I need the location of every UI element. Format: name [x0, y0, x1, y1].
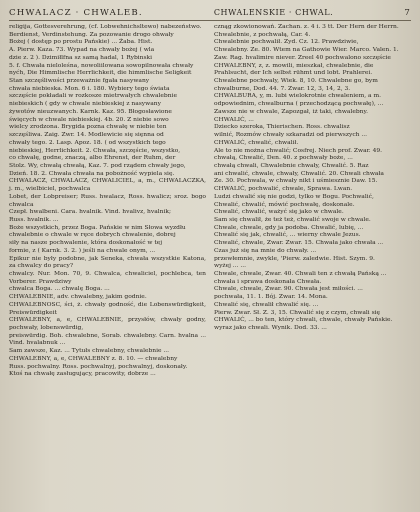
text-line: nyćh, Die Himmlische Herrlichkeit, die himmlische Seligkeit [9, 69, 192, 77]
text-line: Prahlsucht, der Ich selbst rühmt und lobt. Prahlerei. [214, 69, 373, 77]
text-line: Ludzi chwalić się nie godzi, tylko w Bogu. Pochwalić, [214, 192, 374, 200]
text-line: chwały tego. 2. Lasp. Apoz. 18. ( od wszystkich tego [9, 138, 166, 146]
text-line: CHWALEBNIE, adv. chwalebny, jakim godnie. [9, 293, 147, 301]
text-line: Chwalić, chwalić, ważyć się jako w chwale. [214, 208, 344, 216]
text-line: Boże wszystkich, przez Boga. Pańskie w nim Słowa wyzdłu [9, 223, 186, 231]
header-left-word: CHWALACZ · CHWALEB. [9, 8, 143, 18]
text-line: Stan szczęśliwości przeważnie fgała nasywany [9, 77, 150, 85]
text-line: Epikur nie były podobne, jak Seneka, chwała wszystkie Katona, za chwalcy do pracy? [9, 254, 206, 270]
text-line: wyżej ... ... [214, 262, 247, 270]
text-line: Russ. hvalnik. ... [9, 215, 59, 223]
running-head [9, 6, 411, 19]
text-line: święcych w chwale niebieskiej. 4b. 20. Z niebie sowo [9, 115, 169, 123]
text-line: pochwała, 11. 1. Bój. Zwar. 14. Mona. [214, 293, 328, 301]
text-line: CHWALEBNY, a, e, CHWALEBNIE, przysłów, chwały godny, pochwały, lobenswürdig, [9, 316, 206, 332]
text-line: co chwałę, godne, znaczą, albo Ehrenst, der Ruhm, der [9, 154, 176, 162]
text-line: CHWALEBNY, a, e, CHWALEBNY z. 8. 10. — chwalebny [9, 354, 178, 362]
text-line: siły na nasze pochwalenie, która doskonałość w tej [9, 239, 163, 247]
text-line: Stolz. Wy, chwałą chwałą, Kaz. 7. pod rządem chwały jego, [9, 161, 186, 169]
text-line: Chwalić, chwalić, mówić pochwałę, doskonale. [214, 200, 355, 208]
text-columns [9, 23, 411, 378]
text-line: Dziecko szeroka, Thierischen. Ross. chwalisz [214, 123, 350, 131]
text-line: Czepł. hwalbeni. Cara. hvalnik. Vind. hvalivz, hvalnik; [9, 208, 171, 216]
text-line: chwalcy. Nur. Mon. 70, 9. Chwalca, chwaliciel, pochlebca, ten Vorberer. Prawdziwy [9, 270, 206, 285]
header-rule [9, 20, 411, 21]
text-line: ani chwalić, chwale, chwały, Chwalić. 20. Chwali chwała [214, 169, 384, 177]
text-line: CHWALIĆ, ... [214, 115, 254, 123]
left-column [9, 23, 206, 378]
text-line: dzie z. 2 ). Dzimiłlfna sz samą hadal, 1 Rybinski [9, 53, 153, 61]
text-line: Chwalebne pochwały, Wiek. 8, 10. Chwalebne go, bym [214, 77, 378, 85]
text-line: cznąg zkowionowań. Zachan. z. 4 i. 3 tt. Der Hern der Herrn. [214, 23, 399, 30]
text-line: Czas już się na mnie do chwały. ... [214, 246, 317, 254]
text-line: przewłemnie, zwykle, 'Pierw. zaledwie. Hist. Szym. 9. [214, 254, 375, 262]
text-line: chwała niebieska. Mon. 6 i. 180. Wybiery tego świata [9, 84, 170, 92]
text-line: Chwalić się jak, chwalić, ... wierny chwale Jezus. [214, 231, 361, 239]
text-line: Sam się chwalił, że też też, chwalić swoje w chwale. [214, 215, 371, 223]
text-line: Lobet, der Lobpreiser; Russ. hwalacz, Ross. hwalicz; sroz. bogo chwalca [9, 192, 206, 208]
text-line: wyraz jako chwali. Wynik. Dod. 33. ... [214, 324, 327, 332]
text-line: Chwale, chwale, Zwar. 90. Chwała jest miłości. ... [214, 285, 363, 293]
text-line: CHWALEBNOSC, ści, ż. chwały godność, die Lobenswürdigkeit, Preiswürdigkeit [9, 300, 206, 316]
text-line: Berdienst, Verdinstehung. Za pozowanie drogo ohwały [9, 30, 174, 38]
text-line: chwalburne, Dod. 44. 7. Zwar. 12, 3, 14, 2, 3. [214, 84, 351, 92]
text-line: niebieskich ( gdy w chwale niebieskiej z nasywany [9, 100, 161, 108]
text-line: Zaw. Rag. hvalimire niever. Zreel 40 pochwalono szczęście [214, 53, 391, 61]
text-line: Ktoś na chwałę zasługujący, pracowity, dobrze ... [9, 370, 156, 378]
text-line: chwała i sprawa doskonała Chwała. [214, 277, 322, 285]
text-line: formie, z ( Karnk. 3. 2. ) jeśli na chwale onym, ... [9, 246, 156, 254]
text-line: Zawsze nie w chwale, Zapozgał, iż taki, chwalebny. [214, 107, 368, 115]
text-line: Chwalebny. Ze. 80. Wtem na Gathowie Wier. Marco. Valen. 1. [214, 46, 399, 54]
text-line: chwalca Boga. ... chwalę Boga. ... [9, 285, 110, 293]
text-line: CHWALIĆ, ... bo ten, który chwali, chwale, chwały Pańskie. [214, 316, 393, 324]
text-line: Pierw. Zwar. Sł. Z. 3, 15. Chwalić się z czym, chwali się [214, 308, 381, 316]
text-line: CHWALACZ, CHWALACZ, CHWALICIEL, a, m., CHWALACZKA, j. m., wielbiciel, pochwalca [9, 177, 206, 193]
text-line: szczęście pokładali w rozkosze mietrwałych chwalebnie [9, 92, 177, 100]
text-line: Chwale, chwale, Zwar. 40. Chwali ten z chwałą Pańską ... [214, 270, 387, 277]
text-line: Chwalić się, chwalił chwalić się. ... [214, 300, 319, 308]
text-line: preiswürdig. Boh. chwalebne, Sorab. chwalebny. Carn. hvalna ... Vind. hvalabnuk ... [9, 331, 206, 347]
right-column [214, 23, 411, 378]
text-line: Ze. 30. Pochwala, w chwały nikt i uśmiesznie Daw. 15. [214, 177, 378, 185]
text-line: Russ. pochwalny. Ross. pochwalnyj, pochwalnyj, doskonały. [9, 362, 188, 370]
text-line: CHWALIĆ, pochwalić, chwale, Sprawa. Lwan. [214, 185, 353, 193]
text-line: CHWALBURA, y, m. lubi wielokrotnie chwaleniem, a m. [214, 92, 381, 100]
text-line: 5. f. Chwała nieloleśna, nowoliilowana sowopilnowała chwały [9, 61, 194, 69]
text-line: Chwale, chwale, gdy ja podoba. Chwalić, lubię, ... [214, 223, 364, 231]
text-line: religija, Gottesverehrung, (cf. Lobwehnichsltewo) nabezeństwo. [9, 23, 202, 30]
text-line: Dzień. 18. 2. Chwała chwała na pobożność wypiela się. [9, 169, 175, 177]
text-line: Bożej ( dostęp po prostu Pańskie) ... Żaba. Hist. [9, 38, 153, 46]
text-line: CHWALIĆ, chwalić, chwalił. [214, 138, 299, 146]
text-line: Ale to nie można chwalić; Cosfrej. Niech prof. Zwar. 49. [214, 146, 383, 154]
text-line: żywotów nieuzwanych. Karnk. Kaz. 95. Błogosławione [9, 107, 172, 115]
text-line: chwalebnie o chwale w ręce dobrych chwalenie, dobrej [9, 231, 176, 239]
text-line: wilnić, Rozmów chwały szkaradzi od pierwszych ... [214, 131, 368, 139]
header-center-word: CHWALENSKIE · CHWAL. [213, 8, 334, 17]
page-number: 7 [404, 8, 411, 18]
text-line: chwałą chwali, Chwalebnie chwały, Chwalić. 5. Raz [214, 161, 369, 169]
text-line: wielcy zrodzona. Brygida pozna chwałę w niebie ten [9, 123, 167, 131]
text-line: Chwalebnie, z pochwałą, Car. 4. [214, 30, 311, 38]
text-line: niebieskiej, Herrlichkeit. 2. Chwała, szczęście, wszystko, [9, 146, 181, 154]
text-line: Chwalić, chwale, Zwar. Zwar. 15. Chwała jako chwała ... [214, 239, 384, 247]
text-line: A. Pierw. Kaza. 73. Wypad na chwały bożej ( wla [9, 46, 155, 54]
text-line: Chwalebnie pochwalił. Zyd. Cz. 12. Prawdziwie, [214, 38, 359, 46]
text-line: odpowiednim, chwalburna ( przechodzącą pochwałę), ... [214, 100, 384, 108]
text-line: szczęśliwa. Zaig. Zwr. 14. Modlewicie się sięnna od [9, 131, 164, 139]
text-line: Sam zawsze, Kaz. ... Tytułs chwalebny, chwalebnie ... [9, 347, 170, 355]
text-line: CHWALEBNY, z, z. mowili, mieszkał, chwalebnie, die [214, 61, 374, 69]
text-line: chwałą, Chwalić, Den. 40. z pochwały boże, ... [214, 154, 353, 162]
